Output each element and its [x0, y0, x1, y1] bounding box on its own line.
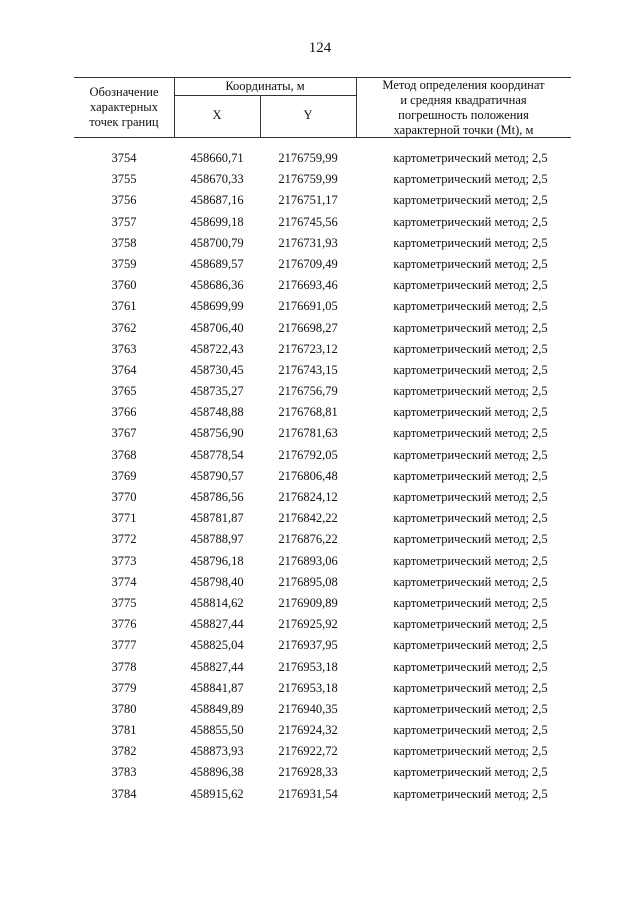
page-number: 124: [308, 40, 332, 56]
y-coordinate-cell: 2176909,89: [278, 595, 338, 610]
method-cell: картометрический метод; 2,5: [393, 765, 548, 780]
x-coordinate-cell: 458756,90: [190, 426, 244, 441]
y-coordinate-cell: 2176731,93: [278, 235, 338, 250]
y-coordinate-cell: 2176806,48: [278, 468, 338, 483]
table-row: [74, 254, 571, 275]
method-cell: картометрический метод; 2,5: [393, 511, 548, 526]
point-id-cell: 3780: [111, 701, 137, 716]
method-cell: картометрический метод; 2,5: [393, 278, 548, 293]
point-id-cell: 3768: [111, 447, 137, 462]
x-coordinate-cell: 458827,44: [190, 659, 244, 674]
method-cell: картометрический метод; 2,5: [393, 680, 548, 695]
header-point-id-line: точек границ: [89, 115, 159, 129]
y-coordinate-cell: 2176792,05: [278, 447, 338, 462]
y-coordinate-cell: 2176893,06: [278, 553, 338, 568]
table-row: [74, 275, 571, 296]
table-row: [74, 190, 571, 211]
x-coordinate-cell: 458660,71: [190, 151, 244, 165]
table-row: [74, 318, 571, 339]
y-coordinate-cell: 2176698,27: [278, 320, 338, 335]
point-id-cell: 3771: [111, 511, 137, 526]
y-coordinate-cell: 2176743,15: [278, 362, 338, 377]
table-body: [74, 148, 571, 805]
point-id-cell: 3778: [111, 659, 137, 674]
x-coordinate-cell: 458730,45: [190, 362, 244, 377]
method-cell: картометрический метод; 2,5: [393, 214, 548, 229]
header-point-id: [74, 85, 174, 130]
method-cell: картометрический метод; 2,5: [393, 574, 548, 589]
y-coordinate-cell: 2176709,49: [278, 256, 338, 271]
table-row: [74, 339, 571, 360]
y-coordinate-cell: 2176953,18: [278, 659, 338, 674]
header-method-line: характерной точки (Mt), м: [393, 123, 534, 137]
method-cell: картометрический метод; 2,5: [393, 362, 548, 377]
x-coordinate-cell: 458915,62: [190, 786, 244, 801]
method-cell: картометрический метод; 2,5: [393, 490, 548, 504]
x-coordinate-cell: 458849,89: [190, 701, 244, 716]
y-coordinate-cell: 2176824,12: [278, 490, 338, 504]
x-coordinate-cell: 458670,33: [190, 172, 244, 187]
x-coordinate-cell: 458788,97: [190, 532, 244, 547]
point-id-cell: 3784: [111, 786, 137, 801]
point-id-cell: 3765: [111, 384, 137, 399]
point-id-cell: 3774: [111, 574, 137, 589]
x-coordinate-cell: 458790,57: [190, 468, 244, 483]
x-coordinate-cell: 458689,57: [190, 256, 244, 271]
table-row: [74, 635, 571, 656]
table-row: [74, 508, 571, 529]
table-row: [74, 445, 571, 466]
table-row: [74, 212, 571, 233]
method-cell: картометрический метод; 2,5: [393, 235, 548, 250]
x-coordinate-cell: 458735,27: [190, 384, 244, 399]
x-coordinate-cell: 458686,36: [190, 278, 244, 293]
table-row: [74, 784, 571, 805]
method-cell: картометрический метод; 2,5: [393, 723, 548, 738]
method-cell: картометрический метод; 2,5: [393, 172, 548, 187]
y-coordinate-cell: 2176759,99: [278, 151, 338, 165]
x-coordinate-cell: 458706,40: [190, 320, 244, 335]
x-coordinate-cell: 458699,18: [190, 214, 244, 229]
header-point-id-line: характерных: [90, 100, 158, 114]
header-x: X: [212, 108, 222, 122]
x-coordinate-cell: 458796,18: [190, 553, 244, 568]
x-coordinate-cell: 458841,87: [190, 680, 244, 695]
point-id-cell: 3772: [111, 532, 137, 547]
point-id-cell: 3756: [111, 193, 137, 208]
method-cell: картометрический метод; 2,5: [393, 384, 548, 399]
y-coordinate-cell: 2176756,79: [278, 384, 338, 399]
x-coordinate-cell: 458855,50: [190, 723, 244, 738]
point-id-cell: 3754: [111, 151, 137, 165]
point-id-cell: 3757: [111, 214, 137, 229]
table-row: [74, 741, 571, 762]
x-coordinate-cell: 458722,43: [190, 341, 244, 356]
table-header: [74, 77, 571, 137]
point-id-cell: 3775: [111, 595, 137, 610]
coords-sub-rule: [174, 95, 356, 96]
y-coordinate-cell: 2176928,33: [278, 765, 338, 780]
method-cell: картометрический метод; 2,5: [393, 193, 548, 208]
point-id-cell: 3764: [111, 362, 137, 377]
method-cell: картометрический метод; 2,5: [393, 701, 548, 716]
x-coordinate-cell: 458798,40: [190, 574, 244, 589]
x-coordinate-cell: 458896,38: [190, 765, 244, 780]
point-id-cell: 3755: [111, 172, 137, 187]
x-coordinate-cell: 458873,93: [190, 744, 244, 759]
y-coordinate-cell: 2176876,22: [278, 532, 338, 547]
header-point-id-line: Обозначение: [89, 85, 159, 99]
method-cell: картометрический метод; 2,5: [393, 320, 548, 335]
table-row: [74, 572, 571, 593]
point-id-cell: 3762: [111, 320, 137, 335]
y-coordinate-cell: 2176691,05: [278, 299, 338, 314]
x-coordinate-cell: 458778,54: [190, 447, 244, 462]
table-row: [74, 699, 571, 720]
x-coordinate-cell: 458699,99: [190, 299, 244, 314]
method-cell: картометрический метод; 2,5: [393, 744, 548, 759]
point-id-cell: 3773: [111, 553, 137, 568]
y-coordinate-cell: 2176781,63: [278, 426, 338, 441]
y-coordinate-cell: 2176922,72: [278, 744, 338, 759]
method-cell: картометрический метод; 2,5: [393, 617, 548, 632]
table-row: [74, 678, 571, 699]
y-coordinate-cell: 2176924,32: [278, 723, 338, 738]
header-y: Y: [303, 108, 313, 122]
method-cell: картометрический метод; 2,5: [393, 447, 548, 462]
point-id-cell: 3766: [111, 405, 137, 420]
table-row: [74, 381, 571, 402]
method-cell: картометрический метод; 2,5: [393, 341, 548, 356]
y-coordinate-cell: 2176768,81: [278, 405, 338, 420]
y-coordinate-cell: 2176723,12: [278, 341, 338, 356]
x-coordinate-cell: 458687,16: [190, 193, 244, 208]
point-id-cell: 3781: [111, 723, 137, 738]
method-cell: картометрический метод; 2,5: [393, 659, 548, 674]
table-row: [74, 657, 571, 678]
method-cell: картометрический метод; 2,5: [393, 553, 548, 568]
point-id-cell: 3783: [111, 765, 137, 780]
point-id-cell: 3779: [111, 680, 137, 695]
table-row: [74, 551, 571, 572]
table-row: [74, 402, 571, 423]
x-coordinate-cell: 458700,79: [190, 235, 244, 250]
table-row: [74, 720, 571, 741]
x-coordinate-cell: 458781,87: [190, 511, 244, 526]
point-id-cell: 3769: [111, 468, 137, 483]
table-row: [74, 529, 571, 550]
point-id-cell: 3767: [111, 426, 137, 441]
point-id-cell: 3777: [111, 638, 137, 653]
table-row: [74, 169, 571, 190]
method-cell: картометрический метод; 2,5: [393, 151, 548, 165]
y-coordinate-cell: 2176759,99: [278, 172, 338, 187]
method-cell: картометрический метод; 2,5: [393, 786, 548, 801]
y-coordinate-cell: 2176745,56: [278, 214, 338, 229]
table-row: [74, 423, 571, 444]
x-coordinate-cell: 458786,56: [190, 490, 244, 504]
method-cell: картометрический метод; 2,5: [393, 595, 548, 610]
table-row: [74, 466, 571, 487]
point-id-cell: 3782: [111, 744, 137, 759]
table-row: [74, 762, 571, 783]
x-coordinate-cell: 458825,04: [190, 638, 244, 653]
y-coordinate-cell: 2176937,95: [278, 638, 338, 653]
header-method-line: погрешность положения: [398, 108, 529, 122]
y-coordinate-cell: 2176931,54: [278, 786, 338, 801]
method-cell: картометрический метод; 2,5: [393, 256, 548, 271]
x-coordinate-cell: 458748,88: [190, 405, 244, 420]
method-cell: картометрический метод; 2,5: [393, 638, 548, 653]
point-id-cell: 3759: [111, 256, 137, 271]
y-coordinate-cell: 2176940,35: [278, 701, 338, 716]
method-cell: картометрический метод; 2,5: [393, 532, 548, 547]
y-coordinate-cell: 2176895,08: [278, 574, 338, 589]
x-coordinate-cell: 458827,44: [190, 617, 244, 632]
header-coordinates: Координаты, м: [225, 79, 305, 93]
point-id-cell: 3770: [111, 490, 137, 504]
table-row: [74, 148, 571, 169]
point-id-cell: 3758: [111, 235, 137, 250]
point-id-cell: 3761: [111, 299, 137, 314]
table-row: [74, 360, 571, 381]
table-row: [74, 296, 571, 317]
y-coordinate-cell: 2176842,22: [278, 511, 338, 526]
header-method-line: и средняя квадратичная: [400, 93, 527, 107]
header-method: [356, 78, 571, 138]
table-row: [74, 233, 571, 254]
point-id-cell: 3763: [111, 341, 137, 356]
method-cell: картометрический метод; 2,5: [393, 405, 548, 420]
method-cell: картометрический метод; 2,5: [393, 426, 548, 441]
point-id-cell: 3760: [111, 278, 137, 293]
method-cell: картометрический метод; 2,5: [393, 468, 548, 483]
table-row: [74, 593, 571, 614]
header-method-line: Метод определения координат: [382, 78, 545, 92]
y-coordinate-cell: 2176693,46: [278, 278, 338, 293]
table-row: [74, 487, 571, 508]
method-cell: картометрический метод; 2,5: [393, 299, 548, 314]
y-coordinate-cell: 2176953,18: [278, 680, 338, 695]
x-coordinate-cell: 458814,62: [190, 595, 244, 610]
y-coordinate-cell: 2176751,17: [278, 193, 338, 208]
point-id-cell: 3776: [111, 617, 137, 632]
y-coordinate-cell: 2176925,92: [278, 617, 338, 632]
table-row: [74, 614, 571, 635]
